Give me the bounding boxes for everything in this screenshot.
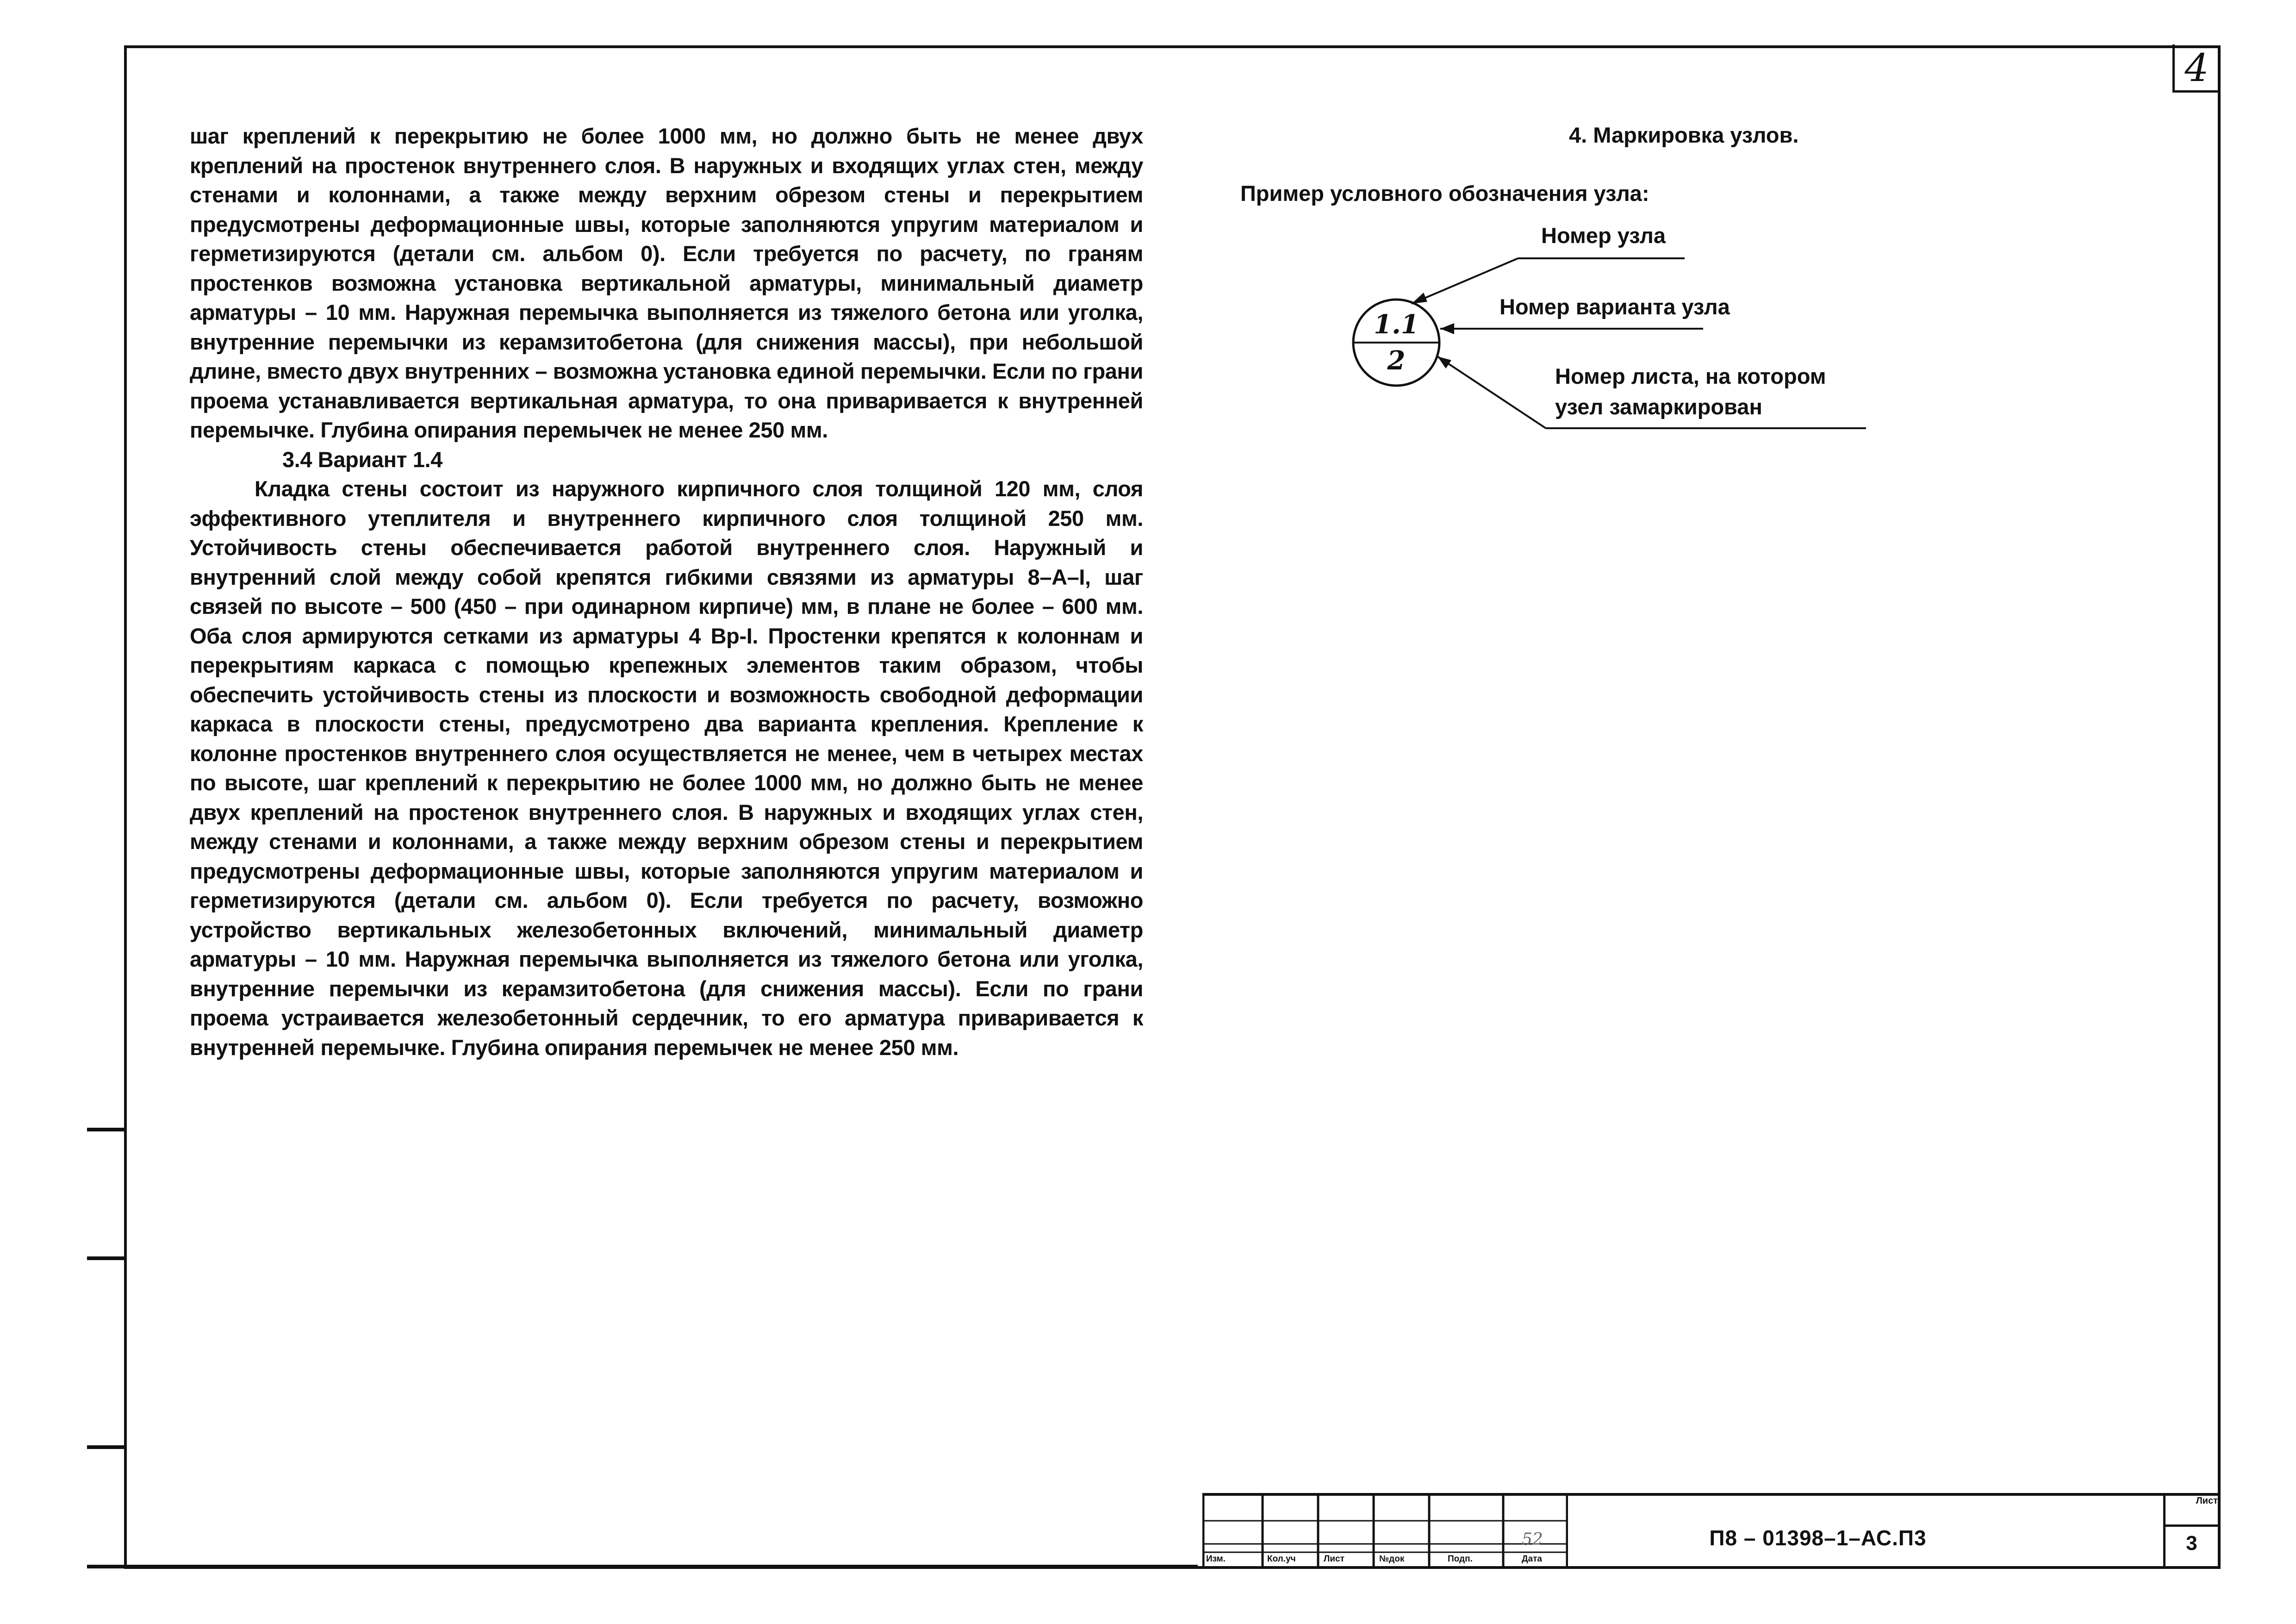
sheet-number-box (2163, 1493, 2218, 1569)
arrow-head (1440, 323, 1454, 334)
sheet-number: 3 (2186, 1532, 2197, 1555)
node-marking-diagram (1333, 222, 1888, 454)
paragraph-2: Кладка стены состоит из наружного кирпичного слоя толщиной 120 мм, слоя эффективного утеплителя и внутреннего кирпичного слоя толщиной 250 мм. Устойчивость стены обеспечивается работой внутреннего слоя. Наружный и внутренний слой между собой крепятся гибкими связями из арматуры 8–А–I, шаг связей по высоте – 500 (450 – при одинарном кирпиче) мм, в плане не более – 600 мм. Оба слоя армируются сетками из арматуры 4 Вр-I. Простенки крепятся к колоннам и перекрытиям каркаса с помощью крепежных элементов таким образом, чтобы обеспечить устойчивость стены из плоскости и возможность свободной деформации каркаса в плоскости стены, предусмотрено два варианта крепления. Крепление к колонне простенков внутреннего слоя осуществляется не менее, чем в четырех местах по высоте, шаг креплений к перекрытию не более 1000 мм, но должно быть не менее двух креплений на простенок внутреннего слоя. В наружных и входящих углах стен, между стенами и колоннами, а также между верхним обрезом стены и перекрытием предусмотрены деформационные швы, которые заполняются упругим материалом и герметизируются (детали см. альбом 0). Если требуется по расчету, возможно устройство вертикальных железобетонных включений, минимальный диаметр арматуры – 10 мм. Наружная перемычка выполняется из тяжелого бетона или уголка, внутренние перемычки из керамзитобетона (для снижения массы). Если по грани проема устраивается железобетонный сердечник, то его арматура приваривается к внутренней перемычке. Глубина опирания перемычек не менее 250 мм. (190, 476, 1143, 1060)
header-data: Дата (1522, 1554, 1542, 1564)
document-code: П8 – 01398–1–АС.П3 (1709, 1526, 1927, 1550)
example-label: Пример условного обозначения узла: (1240, 181, 1649, 206)
margin-tick (87, 1128, 127, 1131)
header-podp: Подп. (1448, 1554, 1473, 1564)
header-ndok: №док (1379, 1554, 1405, 1564)
node-symbol-top: 1.1 (1374, 309, 1419, 340)
header-izm: Изм. (1206, 1554, 1226, 1564)
leader-line (1412, 258, 1518, 304)
corner-page-number: 4 (2172, 44, 2219, 93)
left-text-column (190, 121, 1143, 1062)
arrow-head (1412, 293, 1427, 304)
arrow-head (1437, 356, 1451, 369)
sheet-label: Лист (2196, 1496, 2218, 1506)
section-heading-3-4: 3.4 Вариант 1.4 (282, 447, 443, 472)
sheet-label-line2: узел замаркирован (1555, 394, 1762, 419)
margin-tick (87, 1256, 127, 1260)
section-heading-4: 4. Маркировка узлов. (1569, 123, 1799, 147)
paragraph-1: шаг креплений к перекрытию не более 1000 мм, но должно быть не менее двух креплений на простенок внутреннего слоя. В наружных и входящих углах стен, между стенами и колоннами, а также между верхним обрезом стены и перекрытием предусмотрены деформационные швы, которые заполняются упругим материалом и герметизируются (детали см. альбом 0). Если требуется по расчету, по граням простенков возможна установка вертикальной арматуры, минимальный диаметр арматуры – 10 мм. Наружная перемычка выполняется из тяжелого бетона или уголка, внутренние перемычки из керамзитобетона (для снижения массы), при небольшой длине, вместо двух внутренних – возможна установка единой перемычки. Если по грани проема устанавливается вертикальная арматура, то она приваривается к внутренней перемычке. Глубина опирания перемычек не менее 250 мм. (190, 124, 1143, 442)
sheet-box-divider (2165, 1524, 2218, 1527)
header-kolvo: Кол.уч (1267, 1554, 1296, 1564)
variant-label: Номер варианта узла (1500, 294, 1730, 319)
title-block (1202, 1493, 2221, 1569)
sheet-label-line1: Номер листа, на котором (1555, 364, 1826, 388)
margin-tick (87, 1445, 127, 1449)
leader-line (1437, 356, 1546, 428)
handwritten-mark: 52 (1522, 1530, 1543, 1549)
header-list: Лист (1324, 1554, 1344, 1564)
node-symbol-bottom: 2 (1387, 345, 1406, 376)
node-number-label: Номер узла (1541, 223, 1666, 248)
margin-tick (87, 1565, 1198, 1568)
